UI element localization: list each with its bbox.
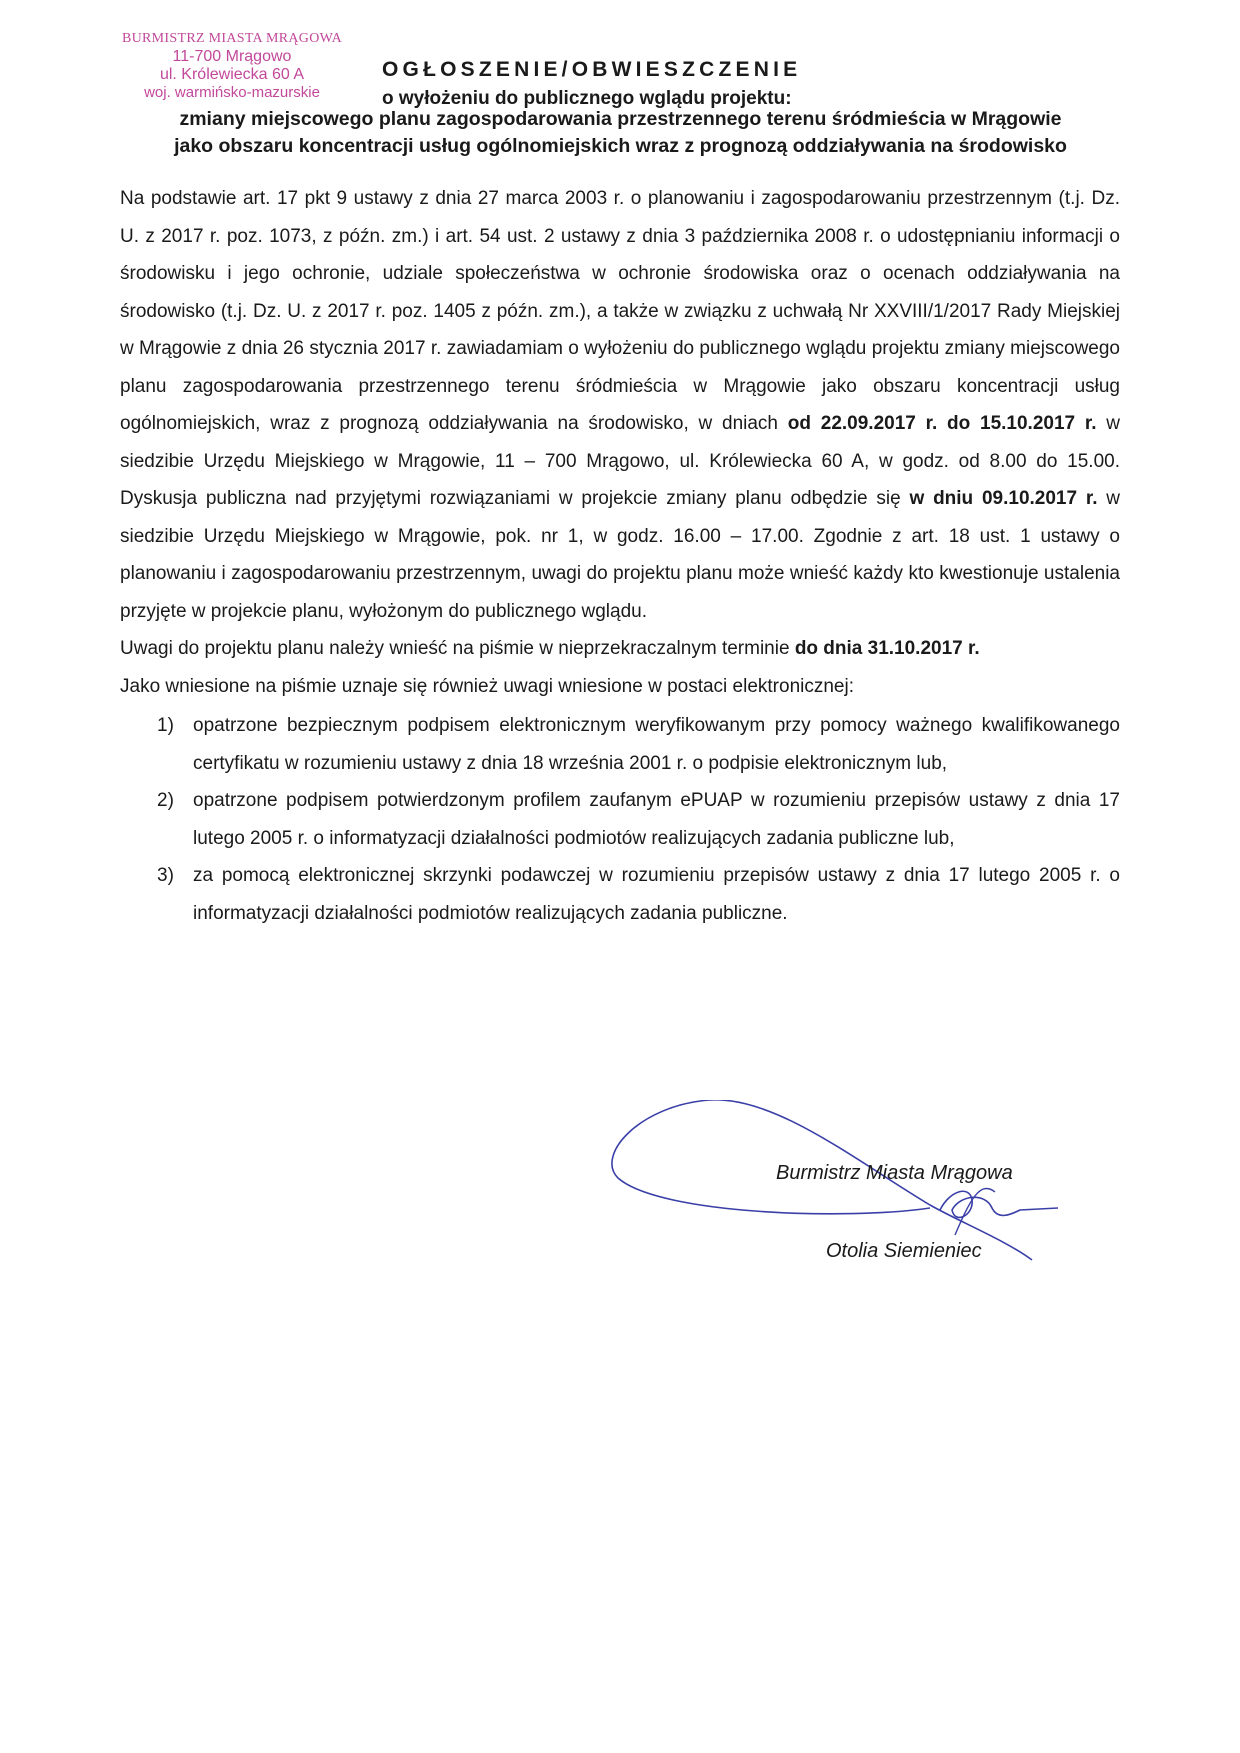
- electronic-intro: Jako wniesione na piśmie uznaje się również uwagi wniesione w postaci elektronicznej:: [120, 675, 854, 697]
- list-item: [120, 707, 1120, 782]
- electronic-methods-list: [120, 707, 1120, 932]
- list-item-number: 2): [157, 790, 174, 811]
- list-item-number: 1): [157, 715, 174, 736]
- stamp-line-province: woj. warmińsko-mazurskie: [144, 84, 320, 100]
- plan-title-line-1: zmiany miejscowego planu zagospodarowania przestrzennego terenu śródmieścia w Mrągowie: [179, 108, 1062, 130]
- list-item-text: opatrzone podpisem potwierdzonym profilem zaufanym ePUAP w rozumieniu przepisów ustawy z dnia 17 lutego 2005 r. o informatyzacji działalności podmiotów realizujących zadania publiczne lub,: [193, 790, 1120, 849]
- list-item-text: za pomocą elektronicznej skrzynki podawczej w rozumieniu przepisów ustawy z dnia 17 lutego 2005 r. o informatyzacji działalności podmiotów realizujących zadania publiczne.: [193, 865, 1120, 924]
- stamp-line-office: BURMISTRZ MIASTA MRĄGOWA: [122, 31, 342, 46]
- main-paragraph-text-2: w siedzibie Urzędu Miejskiego w Mrągowie, 11 – 700 Mrągowo, ul. Królewiecka 60 A, w godz. od 8.00 do 15.00. Dyskusja publiczna nad przyjętymi rozwiązaniami w projekcie zmiany planu odbędzie się: [120, 413, 1121, 509]
- list-item-text: opatrzone bezpiecznym podpisem elektronicznym weryfikowanym przy pomocy ważnego kwalifikowanego certyfikatu w rozumieniu ustawy z dnia 18 września 2001 r. o podpisie elektronicznym lub,: [193, 715, 1120, 774]
- discussion-date: w dniu 09.10.2017 r.: [909, 488, 1098, 509]
- plan-title-line-2: jako obszaru koncentracji usług ogólnomiejskich wraz z prognozą oddziaływania na środowisko: [174, 135, 1067, 157]
- office-stamp: [112, 30, 352, 100]
- stamp-line-street: ul. Królewiecka 60 A: [159, 66, 305, 83]
- notice-body: [120, 180, 1120, 932]
- signatory-name: Otolia Siemieniec: [826, 1240, 982, 1262]
- plan-title: [118, 106, 1123, 160]
- display-period: od 22.09.2017 r. do 15.10.2017 r.: [787, 413, 1097, 434]
- notice-subtitle: o wyłożeniu do publicznego wglądu projektu:: [382, 88, 792, 109]
- list-item-number: 3): [157, 865, 174, 886]
- list-item: [120, 857, 1120, 932]
- list-item: [120, 782, 1120, 857]
- main-paragraph-text-3: w siedzibie Urzędu Miejskiego w Mrągowie, pok. nr 1, w godz. 16.00 – 17.00. Zgodnie z art. 18 ust. 1 ustawy o planowaniu i zagospodarowaniu przestrzennym, uwagi do projektu planu może wnieść każdy kto kwestionuje ustalenia przyjęte w projekcie planu, wyłożonym do publicznego wglądu.: [120, 488, 1120, 622]
- deadline-paragraph: [120, 630, 1120, 668]
- deadline-text: Uwagi do projektu planu należy wnieść na piśmie w nieprzekraczalnym terminie: [120, 638, 790, 659]
- stamp-line-postcode: 11-700 Mrągowo: [172, 48, 292, 65]
- main-paragraph: [120, 180, 1120, 630]
- signatory-role: Burmistrz Miasta Mrągowa: [776, 1162, 1013, 1184]
- signature-block: [600, 1100, 1060, 1280]
- deadline-date: do dnia 31.10.2017 r.: [794, 638, 980, 659]
- main-paragraph-text-1: Na podstawie art. 17 pkt 9 ustawy z dnia 27 marca 2003 r. o planowaniu i zagospodarowaniu przestrzennym (t.j. Dz. U. z 2017 r. poz. 1073, z późn. zm.) i art. 54 ust. 2 ustawy z dnia 3 października 2008 r. o udostępnianiu informacji o środowisku i jego ochronie, udziale społeczeństwa w ochronie środowiska oraz o ocenach oddziaływania na środowisko (t.j. Dz. U. z 2017 r. poz. 1405 z późn. zm.), a także w związku z uchwałą Nr XXVIII/1/2017 Rady Miejskiej w Mrągowie z dnia 26 stycznia 2017 r. zawiadamiam o wyłożeniu do publicznego wglądu projektu zmiany miejscowego planu zagospodarowania przestrzennego terenu śródmieścia w Mrągowie jako obszaru koncentracji usług ogólnomiejskich, wraz z prognozą oddziaływania na środowisko, w dniach: [120, 188, 1120, 434]
- notice-title: OGŁOSZENIE/OBWIESZCZENIE: [382, 58, 802, 81]
